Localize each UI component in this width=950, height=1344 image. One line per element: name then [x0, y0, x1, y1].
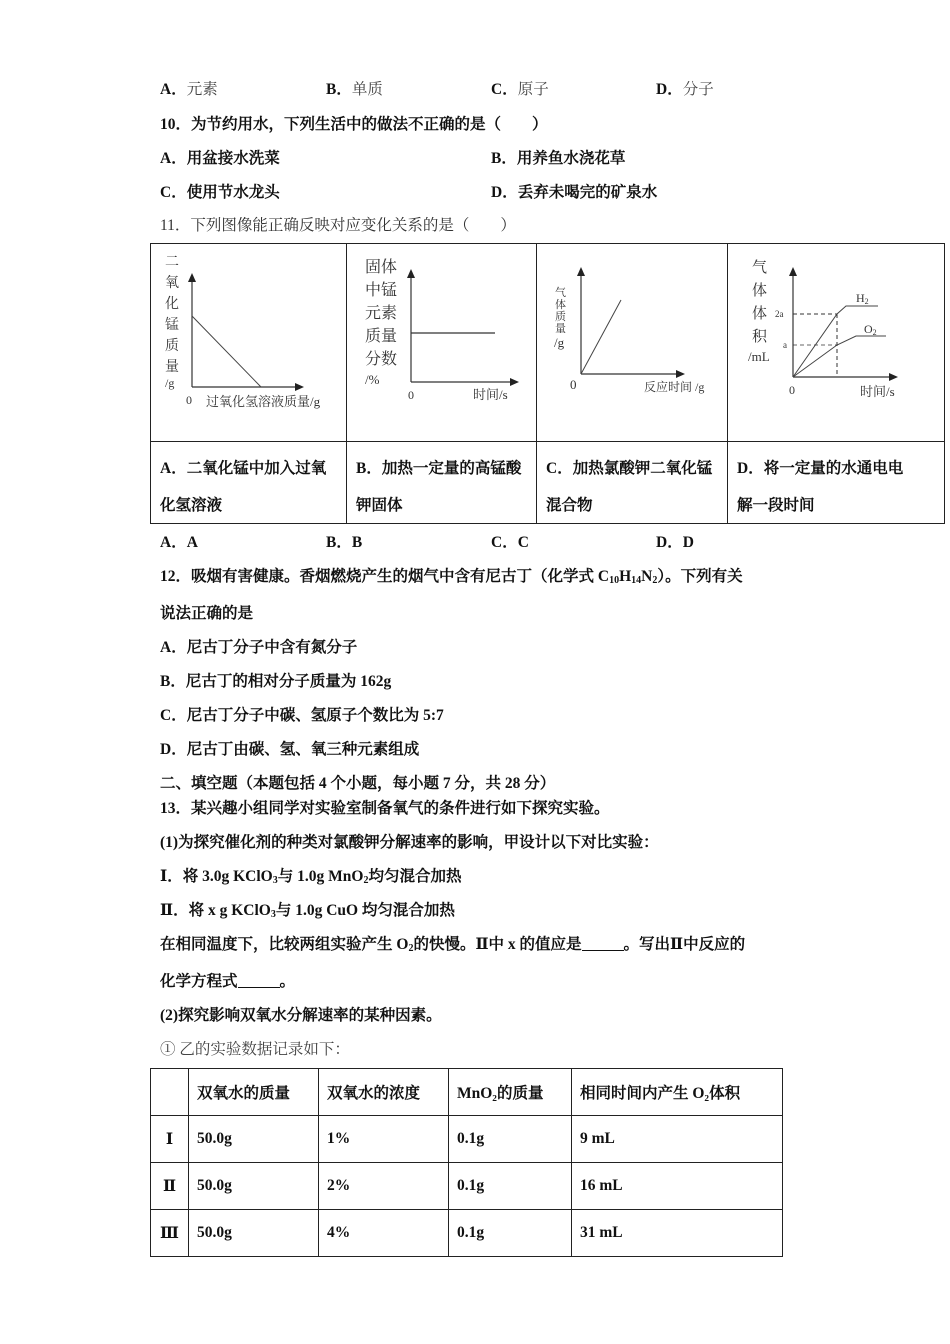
table-header-cell: [151, 1069, 189, 1116]
svg-text:2a: 2a: [775, 309, 784, 319]
table-header-cell: 双氧水的质量: [189, 1069, 319, 1116]
svg-text:量: 量: [555, 323, 566, 335]
svg-text:/g: /g: [165, 376, 175, 390]
figure-b-cell[interactable]: [347, 244, 537, 523]
experiment-data-table: [150, 1068, 783, 1257]
svg-text:固体: 固体: [365, 259, 398, 276]
q12-option-c[interactable]: C．尼古丁分子中碳、氢原子个数比为 5:7: [160, 707, 444, 724]
svg-text:锰: 锰: [165, 318, 179, 333]
figure-b-caption: B．加热一定量的高锰酸钾固体: [356, 460, 522, 514]
svg-text:质: 质: [555, 311, 566, 323]
svg-text:气: 气: [752, 260, 768, 276]
svg-text:质: 质: [165, 339, 179, 354]
x-value-blank[interactable]: [582, 936, 624, 951]
svg-text:元素: 元素: [365, 305, 398, 322]
q13-exp1: Ⅰ．将 3.0g KClO$_3$与 1.0g MnO$_2$均匀混合加热: [160, 868, 462, 886]
svg-text:/g: /g: [554, 335, 565, 350]
y-label-char: 二: [165, 255, 179, 270]
q11-option-d[interactable]: D．D: [656, 534, 694, 551]
section-2-title: 二、填空题（本题包括 4 个小题，每小题 7 分，共 28 分）: [160, 775, 556, 792]
q11-option-b[interactable]: B．B: [326, 534, 363, 551]
q10-option-a[interactable]: A．用盆接水洗菜: [160, 150, 280, 167]
q12-option-d[interactable]: D．尼古丁由碳、氢、氧三种元素组成: [160, 741, 420, 758]
svg-text:0: 0: [789, 383, 795, 397]
svg-text:量: 量: [165, 360, 179, 375]
table-row: Ⅱ 50.0g 2% 0.1g 16 mL: [151, 1163, 783, 1210]
svg-text:体: 体: [752, 306, 768, 322]
figure-c-cell[interactable]: [537, 244, 728, 523]
q13-exp2: Ⅱ．将 x g KClO$_3$与 1.0g CuO 均匀混合加热: [160, 902, 455, 920]
table-row: Ⅰ 50.0g 1% 0.1g 9 mL: [151, 1116, 783, 1163]
svg-text:0: 0: [186, 393, 192, 407]
q9-option-a[interactable]: A．元素: [160, 81, 218, 98]
q10-option-d[interactable]: D．丢弃未喝完的矿泉水: [491, 184, 658, 201]
svg-text:a: a: [783, 340, 787, 350]
table-row: Ⅲ 50.0g 4% 0.1g 31 mL: [151, 1210, 783, 1257]
q9-option-c[interactable]: C．原子: [491, 81, 549, 98]
svg-text:时间/s: 时间/s: [473, 387, 508, 402]
q13-compare: 在相同温度下，比较两组实验产生 $O_2$的快慢。Ⅱ中 x 的值应是 。写出Ⅱ中反应的: [160, 936, 746, 954]
table-header-cell: 相同时间内产生 O₂体积: [572, 1069, 783, 1116]
svg-text:氧: 氧: [165, 276, 179, 291]
svg-text:时间/s: 时间/s: [860, 384, 895, 399]
q13-record: ① 乙的实验数据记录如下：: [160, 1041, 350, 1058]
svg-text:积: 积: [752, 329, 768, 345]
figure-d-caption: D．将一定量的水通电电解一段时间: [737, 460, 904, 514]
svg-text:O2: O2: [864, 322, 877, 337]
svg-text:0: 0: [408, 388, 414, 402]
q13-equation: 化学方程式 。: [160, 973, 296, 990]
figure-c-caption: C．加热氯酸钾二氧化锰混合物: [546, 460, 713, 514]
q11-stem: 11．下列图像能正确反映对应变化关系的是（ ）: [160, 217, 516, 234]
q10-option-c[interactable]: C．使用节水龙头: [160, 184, 280, 201]
figure-a-cell[interactable]: [151, 244, 347, 523]
q13-part1: (1)为探究催化剂的种类对氯酸钾分解速率的影响，甲设计以下对比实验：: [160, 834, 659, 851]
equation-blank[interactable]: [238, 973, 280, 988]
svg-text:化: 化: [165, 297, 179, 312]
q10-option-b[interactable]: B．用养鱼水浇花草: [491, 150, 626, 167]
q11-option-c[interactable]: C．C: [491, 534, 529, 551]
svg-text:质量: 质量: [365, 328, 398, 345]
table-header-cell: 双氧水的浓度: [319, 1069, 449, 1116]
svg-text:气: 气: [555, 287, 566, 299]
svg-text:体: 体: [555, 299, 566, 311]
svg-text:分数: 分数: [365, 351, 398, 368]
svg-text:中锰: 中锰: [365, 282, 398, 299]
svg-text:/%: /%: [365, 372, 380, 387]
q12-stem: 12．吸烟有害健康。香烟燃烧产生的烟气中含有尼古丁（化学式 $C_{10}H_{14}N_2$）。下列有关: [160, 568, 743, 586]
table-header-row: [151, 1069, 783, 1116]
figure-d-cell[interactable]: [728, 244, 944, 523]
q11-option-a[interactable]: A．A: [160, 534, 198, 551]
svg-text:体: 体: [752, 283, 768, 299]
svg-text:0: 0: [570, 377, 577, 392]
q12-option-b[interactable]: B．尼古丁的相对分子质量为 162g: [160, 673, 392, 690]
q10-stem: 10．为节约用水，下列生活中的做法不正确的是（ ）: [160, 116, 548, 133]
q13-stem: 13．某兴趣小组同学对实验室制备氧气的条件进行如下探究实验。: [160, 800, 610, 817]
figure-c-graph: [537, 244, 728, 441]
svg-text:反应时间 /g: 反应时间 /g: [644, 380, 705, 394]
svg-text:H2: H2: [856, 291, 869, 306]
svg-text:/mL: /mL: [748, 349, 770, 364]
svg-text:过氧化氢溶液质量/g: 过氧化氢溶液质量/g: [206, 394, 321, 409]
q9-option-b[interactable]: B．单质: [326, 81, 383, 98]
figure-a-graph: [151, 244, 347, 441]
q11-figure-table: [150, 243, 945, 524]
figure-b-graph: [347, 244, 537, 441]
q13-part2: (2)探究影响双氧水分解速率的某种因素。: [160, 1007, 442, 1024]
q9-option-d[interactable]: D．分子: [656, 81, 714, 98]
figure-a-caption: A．二氧化锰中加入过氧化氢溶液: [160, 460, 327, 514]
table-header-cell: MnO₂的质量: [449, 1069, 572, 1116]
q12-option-a[interactable]: A．尼古丁分子中含有氮分子: [160, 639, 358, 656]
figure-d-graph: [728, 244, 944, 441]
q12-stem-line2: 说法正确的是: [160, 605, 254, 622]
